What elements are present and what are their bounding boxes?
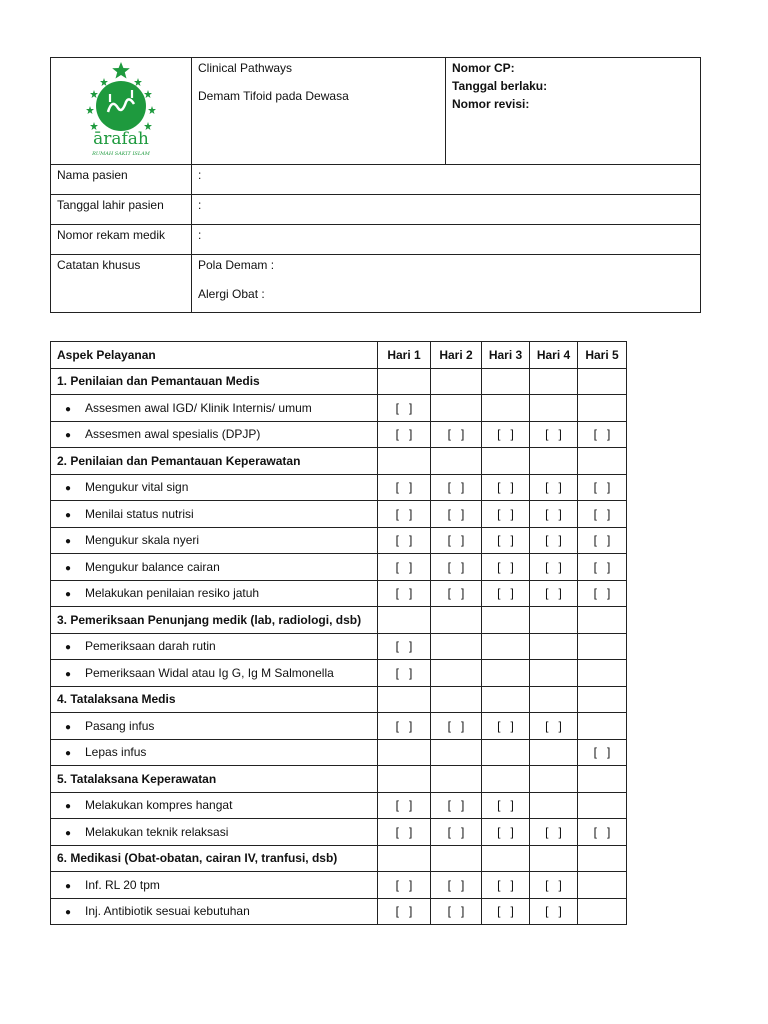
day-cell: [530, 739, 578, 766]
item-row: [51, 554, 627, 581]
document-subtitle: Demam Tifoid pada Dewasa: [198, 89, 349, 103]
section-row: [51, 766, 627, 793]
day-cell: [578, 660, 627, 687]
day-checkbox[interactable]: [ ]: [482, 580, 530, 607]
item-row: [51, 395, 627, 422]
day-cell: [530, 395, 578, 422]
column-header-aspect: Aspek Pelayanan: [51, 342, 378, 369]
day-cell: [578, 686, 627, 713]
item-cell: [51, 819, 378, 846]
day-cell: [578, 766, 627, 793]
column-header-day: Hari 3: [482, 342, 530, 369]
day-checkbox[interactable]: [ ]: [530, 898, 578, 925]
patient-value[interactable]: :: [192, 225, 701, 255]
item-label: Inf. RL 20 tpm: [85, 877, 160, 892]
day-checkbox[interactable]: [ ]: [431, 554, 482, 581]
item-label: Melakukan kompres hangat: [85, 798, 233, 813]
item-row: [51, 739, 627, 766]
item-label: Pemeriksaan Widal atau Ig G, Ig M Salmonella: [85, 665, 334, 680]
item-label: Mengukur vital sign: [85, 480, 189, 495]
section-label: 2. Penilaian dan Pemantauan Keperawatan: [51, 448, 378, 475]
day-cell: [578, 713, 627, 740]
bullet-icon: ●: [65, 801, 72, 813]
meta-cp-number: Nomor CP:: [452, 61, 515, 75]
notes-value[interactable]: [192, 255, 701, 313]
column-header-day: Hari 2: [431, 342, 482, 369]
section-label: 3. Pemeriksaan Penunjang medik (lab, radiologi, dsb): [51, 607, 378, 634]
notes-label: Catatan khusus: [51, 255, 192, 313]
bullet-icon: ●: [65, 827, 72, 839]
bullet-icon: ●: [65, 589, 72, 601]
item-cell: [51, 580, 378, 607]
day-checkbox[interactable]: [ ]: [530, 421, 578, 448]
item-label: Assesmen awal IGD/ Klinik Internis/ umum: [85, 400, 312, 415]
day-cell: [431, 368, 482, 395]
section-label: 5. Tatalaksana Keperawatan: [51, 766, 378, 793]
day-cell: [482, 607, 530, 634]
item-label: Lepas infus: [85, 745, 147, 760]
day-checkbox[interactable]: [ ]: [431, 819, 482, 846]
column-header-day: Hari 4: [530, 342, 578, 369]
day-cell: [482, 845, 530, 872]
day-cell: [578, 898, 627, 925]
item-row: [51, 421, 627, 448]
day-checkbox[interactable]: [ ]: [378, 554, 431, 581]
day-cell: [530, 448, 578, 475]
item-label: Melakukan teknik relaksasi: [85, 824, 229, 839]
item-cell: [51, 898, 378, 925]
day-cell: [431, 686, 482, 713]
item-row: [51, 633, 627, 660]
day-checkbox[interactable]: [ ]: [482, 554, 530, 581]
day-cell: [578, 792, 627, 819]
day-cell: [482, 739, 530, 766]
item-row: [51, 660, 627, 687]
meta-cell: [446, 58, 701, 165]
bullet-icon: ●: [65, 880, 72, 892]
day-cell: [578, 872, 627, 899]
svg-text:ārafah: ārafah: [93, 129, 149, 149]
item-label: Pemeriksaan darah rutin: [85, 639, 216, 654]
bullet-icon: ●: [65, 403, 72, 415]
day-cell: [530, 368, 578, 395]
day-checkbox[interactable]: [ ]: [431, 474, 482, 501]
day-cell: [431, 845, 482, 872]
day-cell: [482, 660, 530, 687]
item-cell: [51, 872, 378, 899]
item-cell: [51, 792, 378, 819]
day-cell: [482, 633, 530, 660]
day-checkbox[interactable]: [ ]: [378, 633, 431, 660]
item-label: Menilai status nutrisi: [85, 506, 194, 521]
bullet-icon: ●: [65, 430, 72, 442]
day-cell: [578, 633, 627, 660]
section-label: 6. Medikasi (Obat-obatan, cairan IV, tranfusi, dsb): [51, 845, 378, 872]
patient-label: Nama pasien: [51, 165, 192, 195]
column-header-day: Hari 1: [378, 342, 431, 369]
day-cell: [431, 633, 482, 660]
bullet-icon: ●: [65, 721, 72, 733]
day-cell: [482, 368, 530, 395]
section-row: [51, 686, 627, 713]
day-checkbox[interactable]: [ ]: [578, 501, 627, 528]
day-checkbox[interactable]: [ ]: [482, 501, 530, 528]
day-cell: [378, 845, 431, 872]
item-label: Melakukan penilaian resiko jatuh: [85, 586, 260, 601]
day-checkbox[interactable]: [ ]: [431, 872, 482, 899]
item-row: [51, 580, 627, 607]
day-cell: [482, 686, 530, 713]
day-cell: [530, 686, 578, 713]
day-checkbox[interactable]: [ ]: [378, 474, 431, 501]
item-row: [51, 527, 627, 554]
header-table: [50, 57, 701, 313]
patient-label: Nomor rekam medik: [51, 225, 192, 255]
bullet-icon: ●: [65, 642, 72, 654]
item-cell: [51, 554, 378, 581]
fever-pattern-label: Pola Demam :: [198, 258, 275, 272]
item-row: [51, 713, 627, 740]
day-checkbox[interactable]: [ ]: [578, 739, 627, 766]
day-cell: [431, 766, 482, 793]
day-checkbox[interactable]: [ ]: [482, 792, 530, 819]
bullet-icon: ●: [65, 483, 72, 495]
day-checkbox[interactable]: [ ]: [378, 713, 431, 740]
day-cell: [578, 607, 627, 634]
day-checkbox[interactable]: [ ]: [431, 898, 482, 925]
item-cell: [51, 739, 378, 766]
item-row: [51, 792, 627, 819]
day-cell: [378, 766, 431, 793]
day-checkbox[interactable]: [ ]: [431, 527, 482, 554]
patient-value[interactable]: :: [192, 165, 701, 195]
day-checkbox[interactable]: [ ]: [482, 421, 530, 448]
day-cell: [578, 448, 627, 475]
day-checkbox[interactable]: [ ]: [431, 421, 482, 448]
day-cell: [578, 845, 627, 872]
day-checkbox[interactable]: [ ]: [378, 872, 431, 899]
day-checkbox[interactable]: [ ]: [431, 580, 482, 607]
day-cell: [530, 845, 578, 872]
section-label: 1. Penilaian dan Pemantauan Medis: [51, 368, 378, 395]
item-cell: [51, 421, 378, 448]
day-checkbox[interactable]: [ ]: [530, 527, 578, 554]
day-checkbox[interactable]: [ ]: [378, 580, 431, 607]
item-label: Assesmen awal spesialis (DPJP): [85, 427, 261, 442]
bullet-icon: ●: [65, 668, 72, 680]
item-cell: [51, 474, 378, 501]
item-cell: [51, 660, 378, 687]
item-label: Inj. Antibiotik sesuai kebutuhan: [85, 904, 250, 919]
day-checkbox[interactable]: [ ]: [482, 872, 530, 899]
day-cell: [578, 395, 627, 422]
day-cell: [431, 607, 482, 634]
day-checkbox[interactable]: [ ]: [530, 713, 578, 740]
day-cell: [378, 368, 431, 395]
day-cell: [378, 739, 431, 766]
day-checkbox[interactable]: [ ]: [431, 713, 482, 740]
document-title: Clinical Pathways: [198, 61, 293, 75]
day-checkbox[interactable]: [ ]: [378, 660, 431, 687]
item-label: Mengukur balance cairan: [85, 559, 220, 574]
item-cell: [51, 527, 378, 554]
day-cell: [482, 448, 530, 475]
day-checkbox[interactable]: [ ]: [482, 527, 530, 554]
day-cell: [378, 607, 431, 634]
section-row: [51, 607, 627, 634]
section-label: 4. Tatalaksana Medis: [51, 686, 378, 713]
day-checkbox[interactable]: [ ]: [378, 395, 431, 422]
day-checkbox[interactable]: [ ]: [378, 421, 431, 448]
section-row: [51, 845, 627, 872]
day-checkbox[interactable]: [ ]: [578, 580, 627, 607]
bullet-icon: ●: [65, 509, 72, 521]
day-checkbox[interactable]: [ ]: [578, 421, 627, 448]
day-cell: [431, 660, 482, 687]
item-row: [51, 501, 627, 528]
day-checkbox[interactable]: [ ]: [530, 819, 578, 846]
day-checkbox[interactable]: [ ]: [378, 501, 431, 528]
svg-text:RUMAH SAKIT ISLAM: RUMAH SAKIT ISLAM: [92, 151, 150, 157]
day-checkbox[interactable]: [ ]: [482, 898, 530, 925]
section-row: [51, 448, 627, 475]
patient-value[interactable]: :: [192, 195, 701, 225]
day-cell: [431, 448, 482, 475]
day-checkbox[interactable]: [ ]: [378, 527, 431, 554]
day-cell: [530, 607, 578, 634]
column-header-day: Hari 5: [578, 342, 627, 369]
title-cell: [192, 58, 446, 165]
day-cell: [530, 766, 578, 793]
day-cell: [482, 766, 530, 793]
hospital-logo: [84, 60, 158, 158]
logo-cell: [51, 58, 192, 165]
day-checkbox[interactable]: [ ]: [482, 713, 530, 740]
meta-revision: Nomor revisi:: [452, 97, 530, 111]
bullet-icon: ●: [65, 562, 72, 574]
day-checkbox[interactable]: [ ]: [482, 474, 530, 501]
bullet-icon: ●: [65, 536, 72, 548]
day-cell: [530, 792, 578, 819]
day-checkbox[interactable]: [ ]: [578, 527, 627, 554]
day-checkbox[interactable]: [ ]: [378, 819, 431, 846]
item-cell: [51, 633, 378, 660]
day-checkbox[interactable]: [ ]: [431, 792, 482, 819]
day-checkbox[interactable]: [ ]: [578, 819, 627, 846]
day-checkbox[interactable]: [ ]: [530, 872, 578, 899]
day-checkbox[interactable]: [ ]: [431, 501, 482, 528]
bullet-icon: ●: [65, 907, 72, 919]
item-row: [51, 474, 627, 501]
item-label: Pasang infus: [85, 718, 155, 733]
day-cell: [431, 739, 482, 766]
item-row: [51, 872, 627, 899]
day-checkbox[interactable]: [ ]: [482, 819, 530, 846]
day-cell: [378, 448, 431, 475]
patient-label: Tanggal lahir pasien: [51, 195, 192, 225]
section-row: [51, 368, 627, 395]
day-cell: [578, 368, 627, 395]
day-checkbox[interactable]: [ ]: [530, 554, 578, 581]
day-checkbox[interactable]: [ ]: [378, 792, 431, 819]
bullet-icon: ●: [65, 748, 72, 760]
item-label: Mengukur skala nyeri: [85, 533, 200, 548]
item-cell: [51, 395, 378, 422]
item-cell: [51, 713, 378, 740]
day-checkbox[interactable]: [ ]: [378, 898, 431, 925]
day-checkbox[interactable]: [ ]: [530, 474, 578, 501]
day-checkbox[interactable]: [ ]: [530, 501, 578, 528]
day-checkbox[interactable]: [ ]: [530, 580, 578, 607]
meta-valid-date: Tanggal berlaku:: [452, 79, 548, 93]
day-cell: [530, 660, 578, 687]
day-checkbox[interactable]: [ ]: [578, 554, 627, 581]
care-table: [50, 341, 627, 925]
item-cell: [51, 501, 378, 528]
day-cell: [378, 686, 431, 713]
item-row: [51, 898, 627, 925]
day-cell: [431, 395, 482, 422]
drug-allergy-label: Alergi Obat :: [198, 287, 265, 301]
day-cell: [530, 633, 578, 660]
item-row: [51, 819, 627, 846]
day-checkbox[interactable]: [ ]: [578, 474, 627, 501]
day-cell: [482, 395, 530, 422]
